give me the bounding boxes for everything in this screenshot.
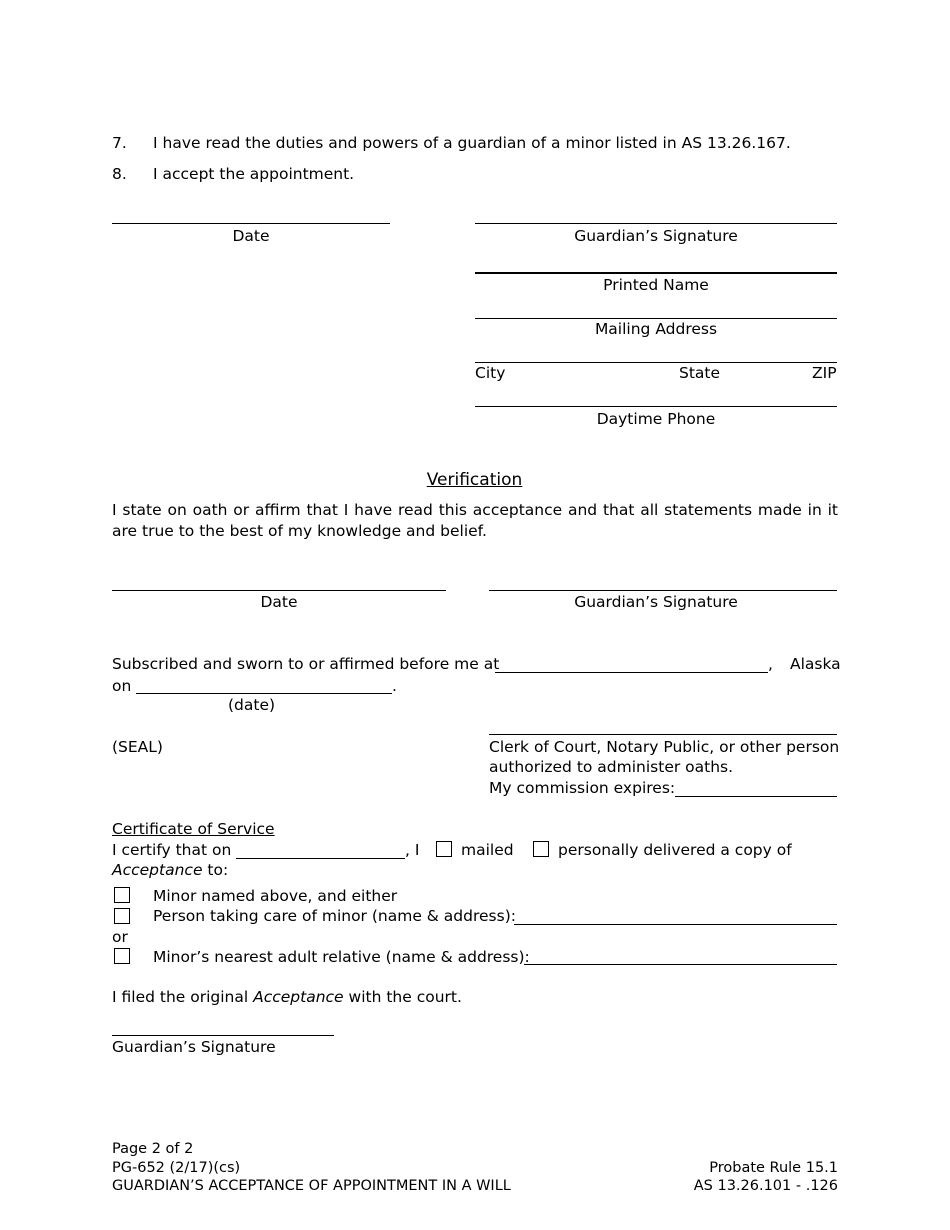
relative-checkbox[interactable] xyxy=(114,948,130,964)
item-7-number: 7. xyxy=(112,134,127,152)
clerk-signature-line[interactable] xyxy=(489,734,837,735)
sworn-location-line[interactable] xyxy=(495,672,768,673)
seal-label: (SEAL) xyxy=(112,738,163,756)
mailing-address-label: Mailing Address xyxy=(594,320,718,338)
printed-name-label: Printed Name xyxy=(603,276,709,294)
minor-checkbox[interactable] xyxy=(114,887,130,903)
item-8-text: I accept the appointment. xyxy=(153,165,355,183)
filed-suffix: with the court. xyxy=(343,988,462,1006)
acceptance-to xyxy=(112,860,228,880)
sworn-alaska: Alaska xyxy=(790,655,841,673)
caretaker-checkbox[interactable] xyxy=(114,908,130,924)
verification-heading: Verification xyxy=(426,470,523,490)
verification-date-label: Date xyxy=(260,593,298,611)
city-label: City xyxy=(475,364,506,382)
certify-i: , I xyxy=(405,841,420,859)
commission-expires-line[interactable] xyxy=(675,796,837,797)
footer-form-title: GUARDIAN’S ACCEPTANCE OF APPOINTMENT IN A WILL xyxy=(112,1178,511,1194)
footer-form-code: PG-652 (2/17)(cs) xyxy=(112,1160,241,1176)
clerk-label-line1: Clerk of Court, Notary Public, or other person xyxy=(489,738,840,756)
sworn-date-line[interactable] xyxy=(136,693,392,694)
daytime-phone-label: Daytime Phone xyxy=(596,410,716,428)
certificate-heading: Certificate of Service xyxy=(112,820,275,838)
state-label: State xyxy=(679,364,721,382)
delivered-label: personally delivered a copy of xyxy=(558,841,792,859)
clerk-label-line2: authorized to administer oaths. xyxy=(489,758,734,776)
sworn-on: on xyxy=(112,677,132,695)
daytime-phone-line[interactable] xyxy=(475,406,837,407)
guardian-signature-line[interactable] xyxy=(475,223,837,224)
certify-text: I certify that on xyxy=(112,841,232,859)
city-state-zip-line[interactable] xyxy=(475,362,837,363)
to-label: to: xyxy=(202,861,229,879)
filed-italic: Acceptance xyxy=(253,988,344,1006)
verification-date-line[interactable] xyxy=(112,590,446,591)
sworn-date-label: (date) xyxy=(228,696,276,714)
caretaker-name-address-line[interactable] xyxy=(514,924,837,925)
acceptance-italic: Acceptance xyxy=(112,861,203,879)
mailed-checkbox[interactable] xyxy=(436,841,452,857)
date-label: Date xyxy=(232,227,270,245)
sworn-period: . xyxy=(392,677,397,695)
filed-statement xyxy=(112,987,462,1007)
relative-name-address-line[interactable] xyxy=(524,964,837,965)
verification-signature-label: Guardian’s Signature xyxy=(574,593,738,611)
date-line[interactable] xyxy=(112,223,390,224)
certify-date-line[interactable] xyxy=(236,858,405,859)
mailed-label: mailed xyxy=(461,841,514,859)
sworn-text: Subscribed and sworn to or affirmed before me at xyxy=(112,655,500,673)
footer-page: Page 2 of 2 xyxy=(112,1141,194,1157)
filed-prefix: I filed the original xyxy=(112,988,254,1006)
item-7-text: I have read the duties and powers of a guardian of a minor listed in AS 13.26.167. xyxy=(153,134,791,152)
option-caretaker-label: Person taking care of minor (name & address): xyxy=(153,907,516,925)
verification-signature-line[interactable] xyxy=(489,590,837,591)
item-8-number: 8. xyxy=(112,165,127,183)
zip-label: ZIP xyxy=(812,364,837,382)
sworn-comma: , xyxy=(768,655,773,673)
guardian-signature-label: Guardian’s Signature xyxy=(574,227,738,245)
or-label: or xyxy=(112,928,128,946)
delivered-checkbox[interactable] xyxy=(533,841,549,857)
commission-label: My commission expires: xyxy=(489,779,676,797)
certificate-signature-line[interactable] xyxy=(112,1035,334,1036)
printed-name-line[interactable] xyxy=(475,272,837,274)
option-minor-label: Minor named above, and either xyxy=(153,887,398,905)
certificate-signature-label: Guardian’s Signature xyxy=(112,1038,276,1056)
option-relative-label: Minor’s nearest adult relative (name & address): xyxy=(153,948,530,966)
footer-statute: AS 13.26.101 - .126 xyxy=(693,1178,838,1194)
footer-rule: Probate Rule 15.1 xyxy=(709,1160,838,1176)
verification-text: I state on oath or affirm that I have read this acceptance and that all statements made in it are true to the best of my knowledge and belief. xyxy=(112,501,838,540)
